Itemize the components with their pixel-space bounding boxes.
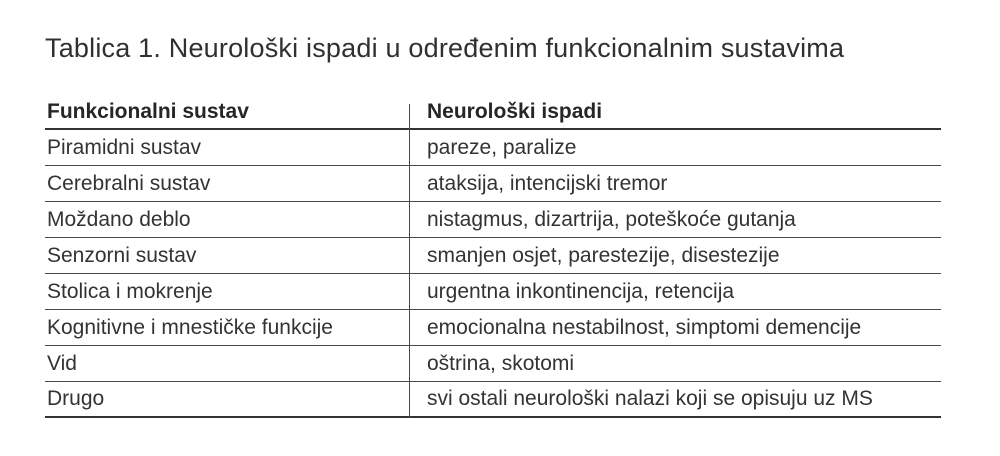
table-row (45, 130, 941, 166)
functional-system-cell: Piramidni sustav (47, 135, 202, 159)
table-row (45, 274, 941, 310)
functional-system-cell: Stolica i mokrenje (47, 279, 213, 303)
neurological-deficits-table (45, 96, 941, 418)
neurological-deficits-cell: svi ostali neurološki nalazi koji se opisuju uz MS (427, 387, 873, 410)
functional-system-cell: Vid (47, 351, 77, 375)
neurological-deficits-cell: oštrina, skotomi (427, 351, 575, 375)
table-row (45, 346, 941, 382)
functional-system-cell: Kognitivne i mnestičke funkcije (47, 315, 333, 339)
functional-system-cell: Senzorni sustav (47, 243, 197, 267)
neurological-deficits-cell: nistagmus, dizartrija, poteškoće gutanja (427, 207, 796, 231)
table-row (45, 202, 941, 238)
table-row (45, 238, 941, 274)
table-row (45, 382, 941, 418)
table-caption: Tablica 1. Neurološki ispadi u određenim funkcionalnim sustavima (45, 33, 845, 63)
table-header-row (45, 96, 941, 130)
neurological-deficits-cell: ataksija, intencijski tremor (427, 171, 668, 195)
table-row (45, 166, 941, 202)
functional-system-cell: Cerebralni sustav (47, 171, 211, 195)
column-header-functional-system: Funkcionalni sustav (47, 100, 249, 123)
neurological-deficits-cell: smanjen osjet, parestezije, disestezije (427, 243, 780, 267)
table-row (45, 310, 941, 346)
neurological-deficits-cell: pareze, paralize (427, 135, 577, 159)
neurological-deficits-cell: urgentna inkontinencija, retencija (427, 279, 735, 303)
neurological-deficits-cell: emocionalna nestabilnost, simptomi demencije (427, 315, 862, 339)
functional-system-cell: Moždano deblo (47, 207, 191, 231)
functional-system-cell: Drugo (47, 387, 105, 410)
column-divider (409, 104, 410, 418)
column-header-neurological-deficits: Neurološki ispadi (427, 100, 603, 123)
